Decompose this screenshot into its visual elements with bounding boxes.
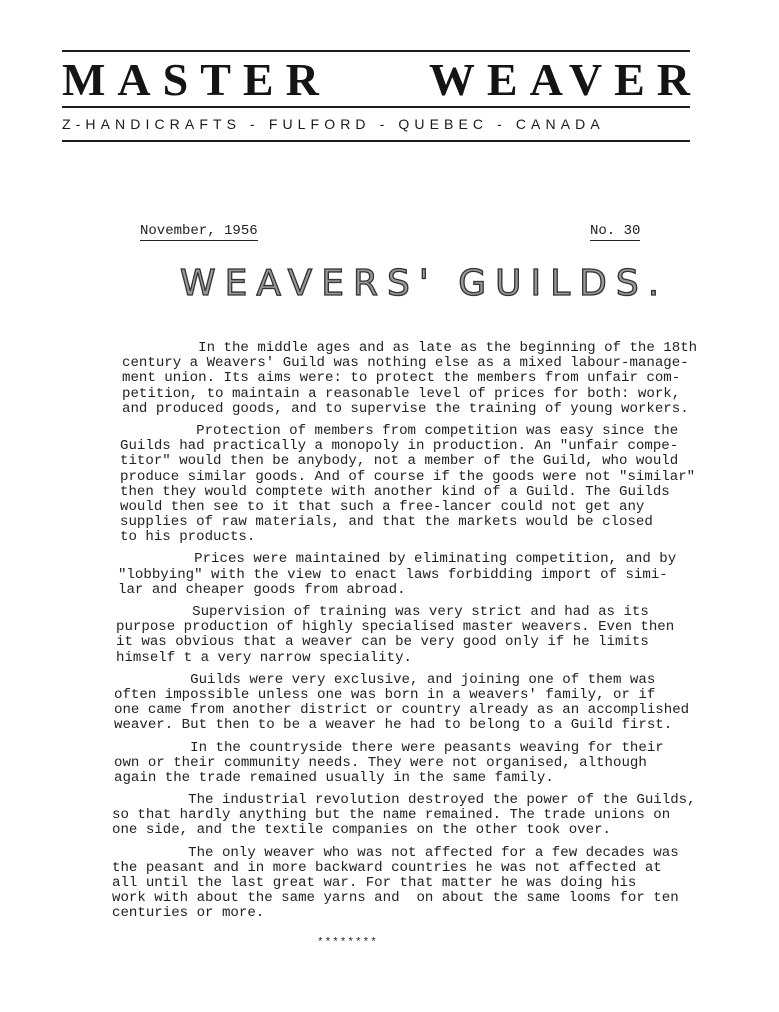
paragraph [112, 846, 779, 922]
text-line: In the countryside there were peasants weaving for their [114, 739, 664, 756]
text-line: Guilds had practically a monopoly in production. An "unfair compe- [120, 438, 679, 455]
masthead-middle-rule [62, 106, 690, 108]
article-title [180, 263, 669, 304]
paragraph [116, 605, 779, 666]
text-line: so that hardly anything but the name remained. The trade unions on [112, 807, 671, 824]
text-line: centuries or more. [112, 905, 265, 922]
text-line: Supervision of training was very strict and had as its [116, 604, 649, 620]
text-line: supplies of raw materials, and that the markets would be closed [120, 514, 653, 531]
text-line: Protection of members from competition was easy since the [120, 422, 679, 439]
masthead-subtitle: Z-HANDICRAFTS - FULFORD - QUEBEC - CANADA [62, 116, 605, 132]
text-line: the peasant and in more backward countries he was not affected at [112, 859, 662, 876]
text-line: produce similar goods. And of course if the goods were not "similar" [120, 468, 696, 485]
text-line: and produced goods, and to supervise the training of young workers. [122, 400, 689, 417]
text-line: "lobbying" with the view to enact laws forbidding import of simi- [118, 566, 668, 583]
paragraph [122, 341, 779, 417]
text-line: weaver. But then to be a weaver he had to belong to a Guild first. [114, 717, 673, 734]
paragraph [118, 552, 779, 598]
text-line: The only weaver who was not affected for a few decades was [112, 844, 679, 861]
text-line: one side, and the textile companies on the other took over. [112, 822, 611, 839]
issue-date: November, 1956 [140, 223, 258, 239]
masthead-top-rule [62, 50, 690, 52]
text-line: titor" would then be anybody, not a member of the Guild, who would [120, 453, 679, 470]
paragraph [114, 673, 779, 734]
issue-number: No. 30 [590, 223, 641, 239]
end-mark: ******** [317, 937, 378, 949]
text-line: century a Weavers' Guild was nothing else as a mixed labour-manage- [122, 355, 689, 372]
masthead [62, 54, 702, 105]
text-line: purpose production of highly specialised master weavers. Even then [116, 619, 675, 636]
text-line: work with about the same yarns and on about the same looms for ten [112, 890, 679, 907]
masthead-title-master: MASTER [62, 54, 331, 105]
text-line: The industrial revolution destroyed the power of the Guilds, [112, 792, 696, 809]
article-body [0, 341, 779, 929]
text-line: again the trade remained usually in the same family. [114, 769, 554, 786]
text-line: petition, to maintain a reasonable level of prices for both: work, [122, 385, 681, 402]
text-line: own or their community needs. They were not organised, although [114, 754, 647, 771]
text-line: one came from another district or country already as an accomplished [114, 702, 690, 719]
text-line: lar and cheaper goods from abroad. [118, 581, 406, 598]
text-line: Prices were maintained by eliminating competition, and by [118, 551, 677, 568]
text-line: In the middle ages and as late as the beginning of the 18th [122, 340, 698, 356]
text-line: ment union. Its aims were: to protect the members from unfair com- [122, 370, 681, 387]
text-line: often impossible unless one was born in a weavers' family, or if [114, 686, 656, 703]
text-line: then they would comptete with another kind of a Guild. The Guilds [120, 483, 670, 500]
paragraph [112, 793, 779, 839]
text-line: himself t a very narrow speciality. [116, 649, 413, 666]
text-line: would then see to it that such a free-lancer could not get any [120, 498, 645, 515]
paragraph [120, 424, 779, 546]
text-line: Guilds were very exclusive, and joining one of them was [114, 671, 656, 688]
text-line: to his products. [120, 529, 256, 546]
masthead-title-weaver: WEAVER [428, 54, 702, 105]
masthead-bottom-rule [62, 140, 690, 142]
text-line: it was obvious that a weaver can be very good only if he limits [116, 634, 649, 651]
paragraph [114, 741, 779, 787]
article-title-text: WEAVERS' GUILDS. [180, 263, 669, 304]
text-line: all until the last great war. For that matter he was doing his [112, 875, 637, 891]
